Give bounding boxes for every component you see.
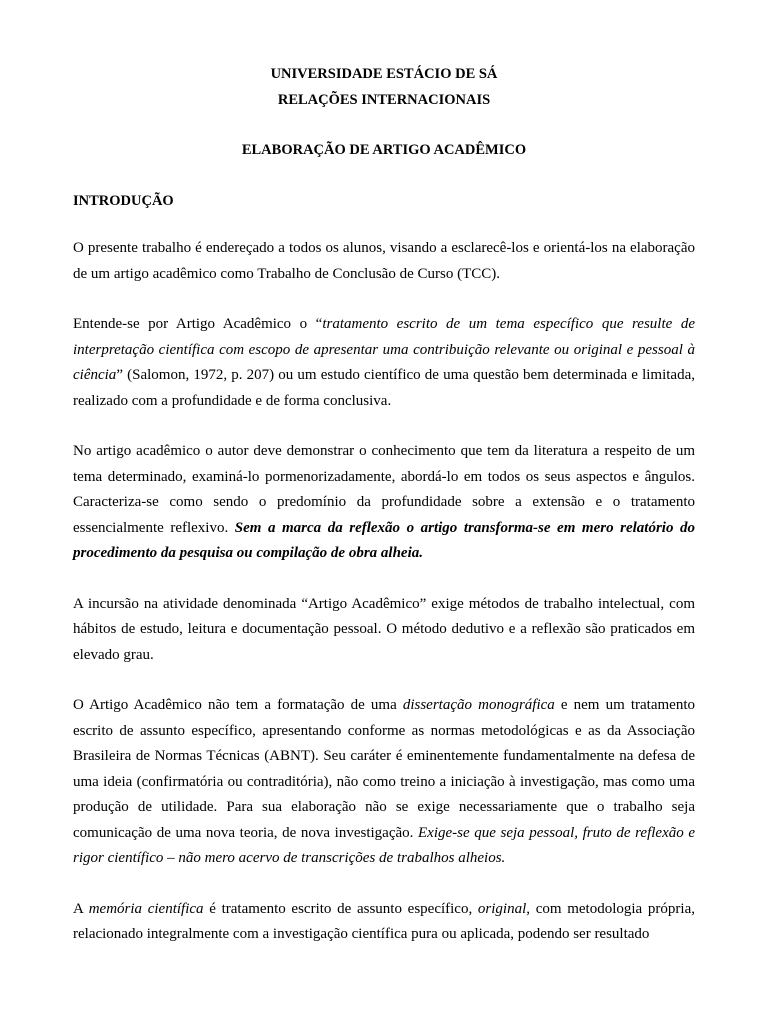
- paragraph-6-text-c: é tratamento escrito de assunto específico,: [203, 900, 478, 917]
- paragraph-6-italic-term: memória científica: [88, 900, 204, 917]
- paragraph-2-text-a: Entende-se por Artigo Acadêmico o “: [73, 316, 323, 332]
- university-name: UNIVERSIDADE ESTÁCIO DE SÁ: [270, 66, 498, 82]
- paragraph-1: O presente trabalho é endereçado a todos os alunos, visando a esclarecê-los e orientá-los na elaboração de um artigo acadêmico como Trabalho de Conclusão de Curso (TCC).: [73, 240, 695, 282]
- document-title: ELABORAÇÃO DE ARTIGO ACADÊMICO: [241, 142, 527, 158]
- paragraph-5-italic-ending: Exige-se que seja pessoal, fruto de reflexão e rigor científico – não mero acervo de transcrições de trabalhos alheios.: [73, 824, 695, 866]
- document-page: [73, 62, 695, 948]
- paragraph-5: [73, 693, 695, 872]
- paragraph-6-text-e: , com metodologia própria, relacionado integralmente com a investigação científica pura ou aplicada, podendo ser resultado: [73, 900, 695, 942]
- paragraph-3-emphasis: Sem a marca da reflexão o artigo transforma-se em mero relatório do procedimento da pesquisa ou compilação de obra alheia.: [73, 519, 695, 561]
- course-name: RELAÇÕES INTERNACIONAIS: [277, 91, 491, 108]
- paragraph-5-text-a: O Artigo Acadêmico não tem a formatação de uma: [73, 697, 403, 713]
- section-heading-introducao: INTRODUÇÃO: [73, 192, 174, 209]
- paragraph-2: [73, 312, 695, 414]
- paragraph-3-text-a: No artigo acadêmico o autor deve demonstrar o conhecimento que tem da literatura a respeito de um tema determinado, examiná-lo pormenorizadamente, abordá-lo em todos os seus aspectos e ângulos. Caracteriza-se como sendo o predomínio da profundidade sobre a extensão e o tratamento essencialmente reflexivo.: [73, 443, 695, 536]
- paragraph-6: [73, 897, 695, 948]
- paragraph-3: [73, 439, 695, 567]
- paragraph-5-italic-term: dissertação monográfica: [402, 697, 555, 713]
- paragraph-6-italic-original: original: [477, 900, 527, 917]
- paragraph-2-quote: tratamento escrito de um tema específico que resulte de interpretação científica com escopo de apresentar uma contribuição relevante ou original e pessoal à ciência: [73, 316, 695, 383]
- paragraph-4: A incursão na atividade denominada “Artigo Acadêmico” exige métodos de trabalho intelectual, com hábitos de estudo, leitura e documentação pessoal. O método dedutivo e a reflexão são praticados em elevado grau.: [73, 595, 695, 663]
- paragraph-5-text-c: e nem um tratamento escrito de assunto específico, apresentando conforme as normas metodológicas e as da Associação Brasileira de Normas Técnicas (ABNT). Seu caráter é eminentemente fundamentalmente na defesa de uma ideia (confirmatória ou contraditória), não como treino a iniciação à investigação, mas como uma produção de utilidade. Para sua elaboração não se exige necessariamente que o trabalho seja comunicação de uma nova teoria, de nova investigação.: [73, 697, 695, 841]
- paragraph-6-text-a: A: [73, 900, 89, 917]
- paragraph-2-text-c: ” (Salomon, 1972, p. 207) ou um estudo científico de uma questão bem determinada e limitada, realizado com a profundidade e de forma conclusiva.: [73, 367, 695, 409]
